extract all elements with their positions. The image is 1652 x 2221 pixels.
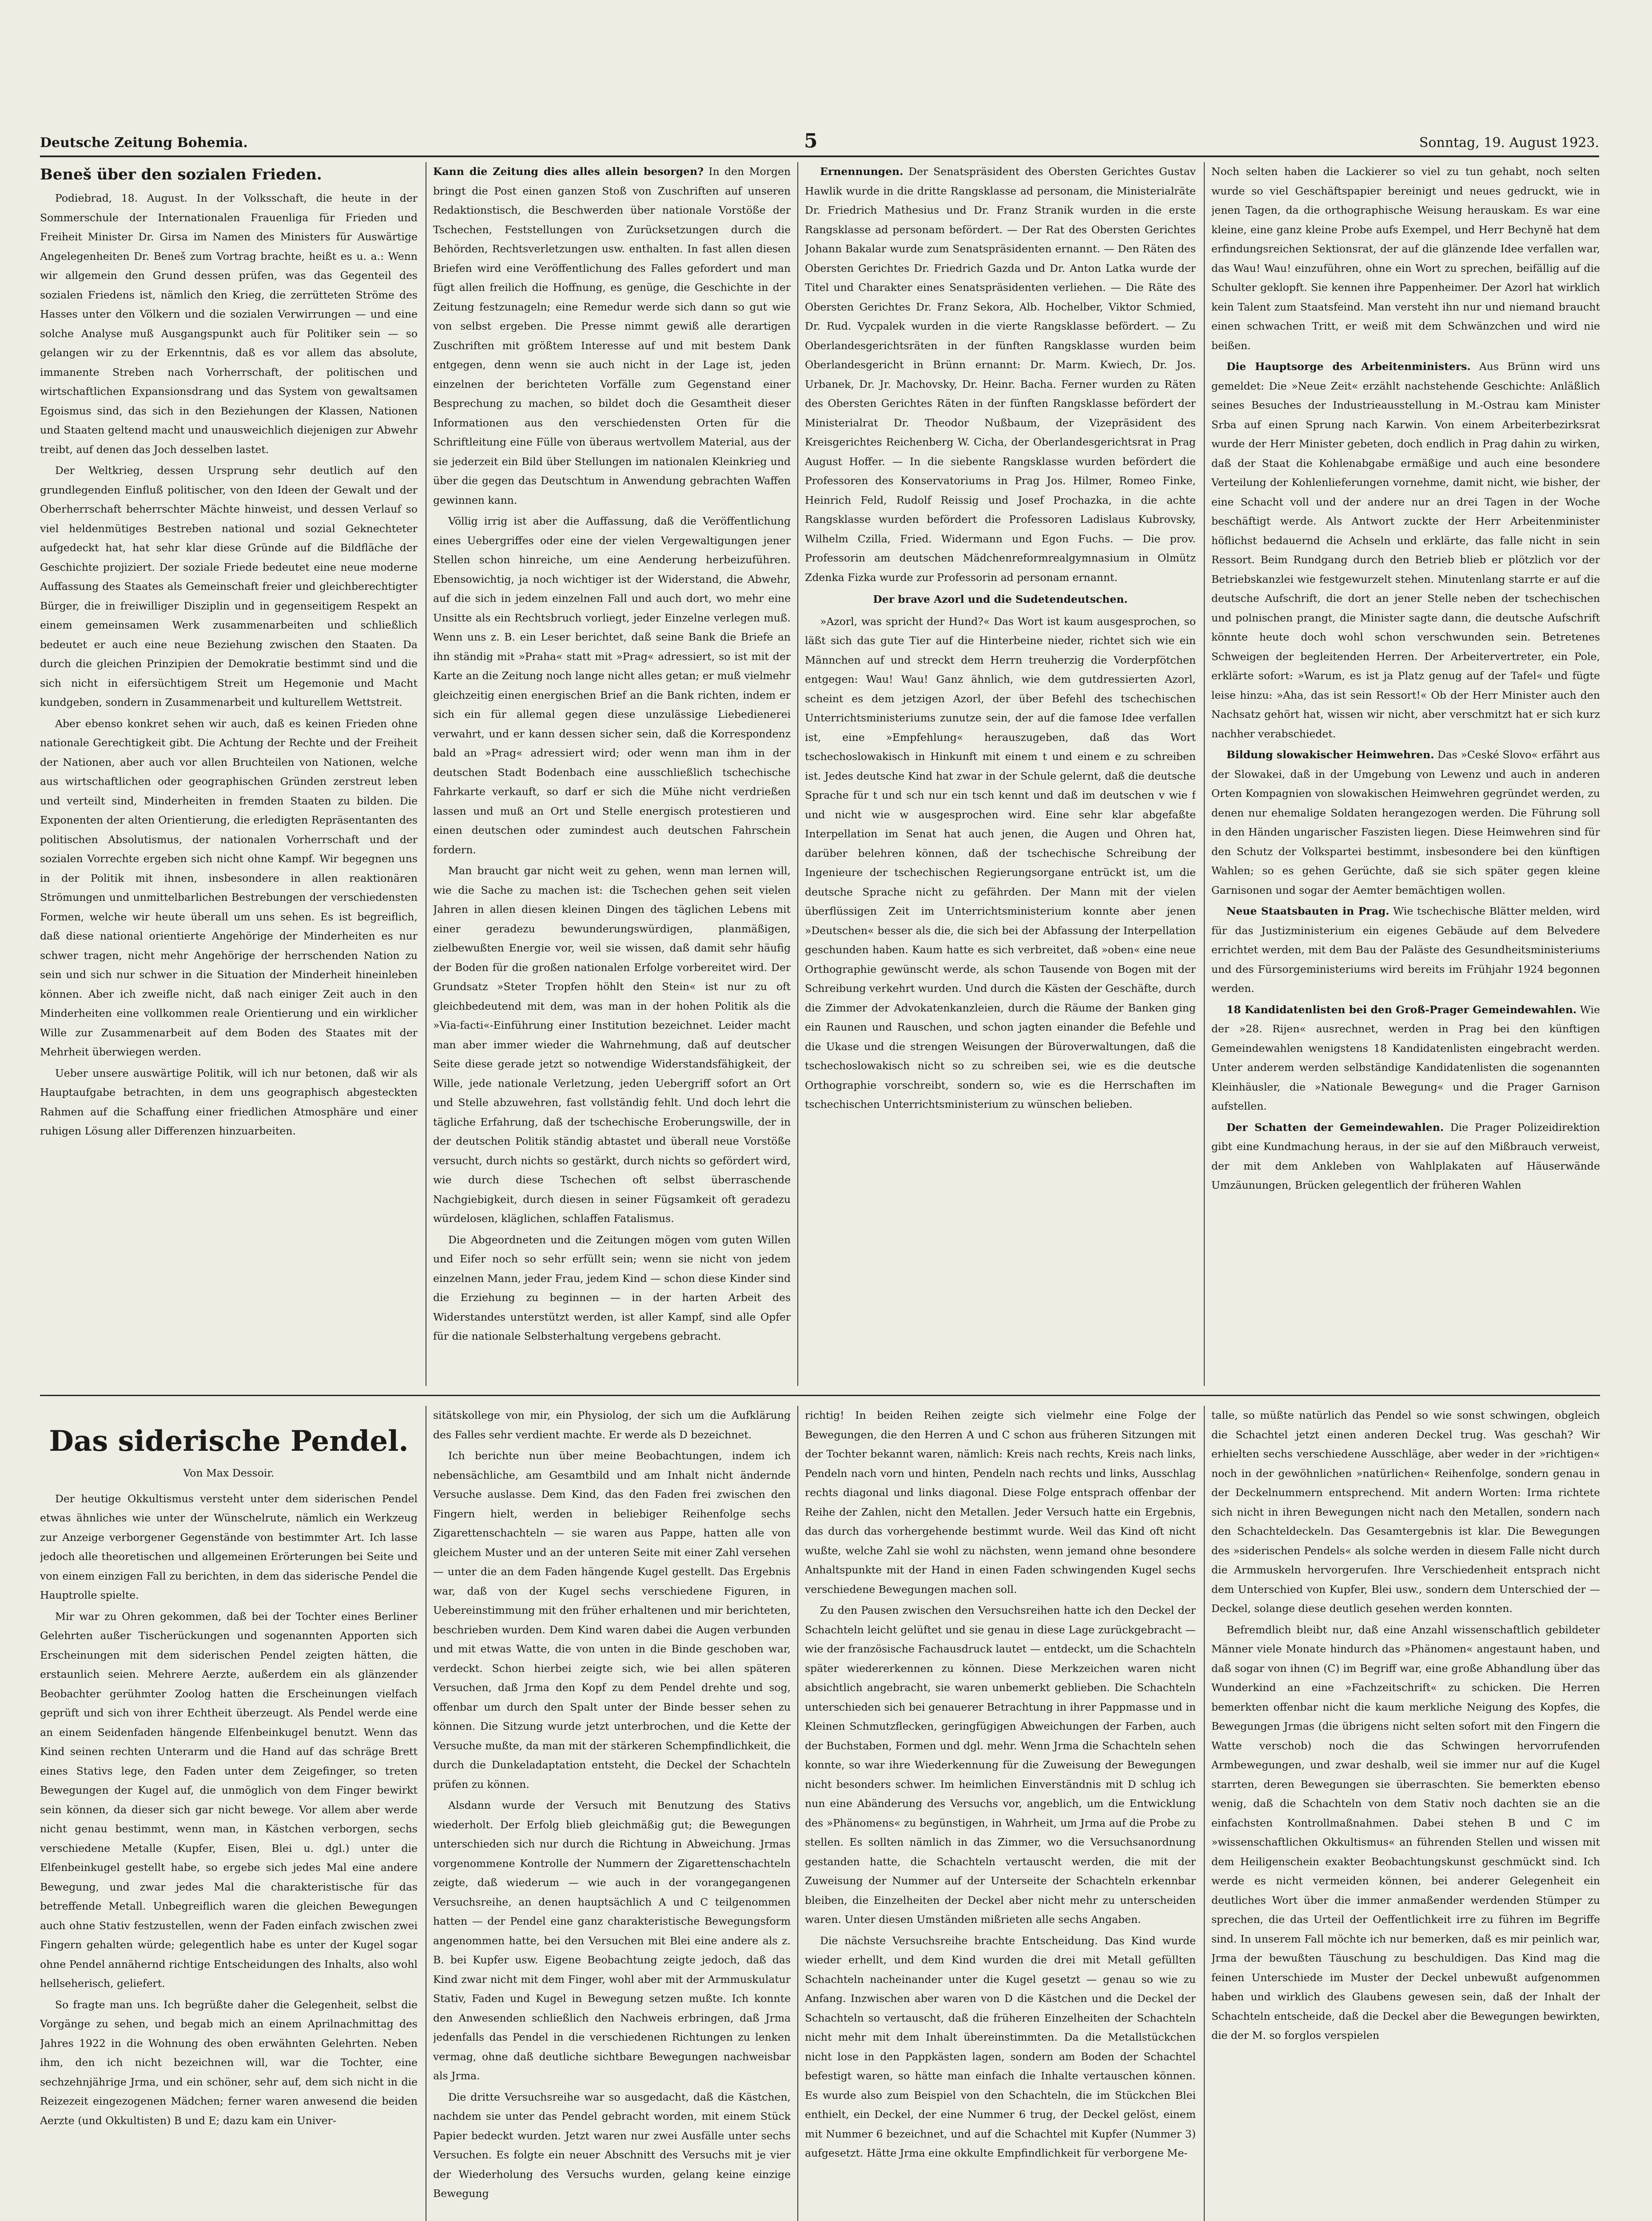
article-paragraph: Der heutige Okkultismus versteht unter dem siderischen Pendel etwas ähnliches wie unter der Wünschelrute, nämlich ein Werkzeug zur Anzeige verborgener Gegenstände von bestimmter Art. Ich lasse jedoch alle theoretischen und allgemeinen Erörterungen bei Seite und von einem einzigen Fall zu berichten, in dem das siderische Pendel die Hauptrolle spielte. xyxy=(40,1492,418,1601)
article-paragraph xyxy=(1211,745,1600,900)
section-divider xyxy=(40,1395,1600,1396)
article-text: In den Morgen bringt die Post einen ganzen Stoß von Zuschriften auf unseren Redaktionstisch, die Beschwerden über nationale Vorstöße der Tschechen, Feststellungen von Zurücksetzungen durch die Behörden, Rechtsverletzungen usw. enthalten. In fast allen diesen Briefen wird eine Veröffentlichung des Falles gefordert und man fügt allen freilich die Hoffnung, es genüge, die Geschichte in der Zeitung festzunageln; eine Remedur werde sich dann so gut wie von selbst ergeben. Die Presse nimmt gewiß alle derartigen Zuschriften mit größtem Interesse auf und mit bestem Dank entgegen, denn wenn sie auch nicht in der Lage ist, jeden einzelnen der berichteten Vorfälle zum Gegenstand einer Besprechung zu machen, so bildet doch die Gesamtheit dieser Informationen aus den verschiedensten Orten für die Schriftleitung eine Fülle von überaus wertvollem Material, aus der sie jederzeit ein Bild über Stellungen im nationalen Kleinkrieg und über die gegen das Deutschtum in Anwendung gebrachten Waffen gewinnen kann. xyxy=(433,165,791,506)
subhead-azorl: Der brave Azorl und die Sudetendeutschen. xyxy=(873,593,1128,605)
column-benes xyxy=(40,162,418,1386)
article-paragraph: Aber ebenso konkret sehen wir auch, daß es keinen Frieden ohne nationale Gerechtigkeit gibt. Die Achtung der Rechte und der Freiheit der Nationen, aber auch vor allen Bruchteilen von Nationen, welche aus wirtschaftlichen oder geographischen Gründen zerstreut leben und verteilt sind, Minderheiten in fremden Staaten zu bilden. Die Exponenten der alten Orientierung, die erledigten Repräsentanten des politischen Absolutismus, der nationalen Vorherrschaft und der sozialen Vorrechte ergeben sich nicht ohne Kampf. Wir begegnen uns in der Politik mit ihnen, insbesondere in allen reaktionären Strömungen und unmittelbarlichen Bestrebungen der verschiedensten Formen, welche wir heute überall um uns sehen. Es ist begreiflich, daß diese national orientierte Angehörige der Minderheiten es nur schwer tragen, nicht mehr Angehörige der herrschenden Nation zu sein und sich nur schwer in die Situation der Minderheit hineinleben können. Aber ich zweifle nicht, daß nach einiger Zeit auch in den Minderheiten eine vollkommen reale Orientierung und ein wirklicher Wille zur Zusammenarbeit auf dem Boden des Staates mit der Mehrheit überwiegen werden. xyxy=(40,717,418,1058)
article-paragraph: Ueber unsere auswärtige Politik, will ich nur betonen, daß wir als Hauptaufgabe betrachten, in dem uns geographisch abgesteckten Rahmen auf die Schaffung einer friedlichen Atmosphäre und einer ruhigen Lösung aller Differenzen hinzuarbeiten. xyxy=(40,1067,418,1137)
article-paragraph: Mir war zu Ohren gekommen, daß bei der Tochter eines Berliner Gelehrten außer Tischerückungen und sogenannten Apporten sich Erscheinungen mit dem siderischen Pendel zeigten hätten, die erstaunlich seien. Mehrere Aerzte, außerdem ein als glänzender Beobachter gerühmter Zoolog hatten die Erscheinungen vielfach geprüft und sich von ihrer Echtheit überzeugt. Als Pendel werde eine an einem Seidenfaden hängende Elfenbeinkugel benutzt. Wenn das Kind seinen rechten Unterarm und die Hand auf das schräge Brett eines Stativs lege, den Faden unter dem Zeigefinger, so treten Bewegungen der Kugel auf, die unmöglich von dem Finger bewirkt sein können, da dieser sich gar nicht bewege. Vor allem aber werde nicht genau bestimmt, wenn man, in Kästchen verborgen, sechs verschiedene Metalle (Kupfer, Eisen, Blei u. dgl.) unter die Elfenbeinkugel gestellt habe, so ergebe sich jedes Mal eine andere Bewegung, und zwar jedes Mal die charakteristische für das betreffende Metall. Unbegreiflich waren die gleichen Bewegungen auch ohne Stativ festzustellen, wenn der Faden einfach zwischen zwei Fingern gehalten würde; gelegentlich habe es unter der Kugel sogar ohne Pendel annähernd richtige Entscheidungen des Inhalts, also wohl hellseherisch, geliefert. xyxy=(40,1610,418,1990)
column-divider xyxy=(1204,1406,1205,2221)
column-divider xyxy=(1204,162,1205,1386)
feature-column-1 xyxy=(40,1406,418,2221)
feature-column-4 xyxy=(1211,1406,1600,2221)
column-politics xyxy=(1211,162,1600,1386)
subhead-ernennungen: Ernennungen. xyxy=(820,165,904,178)
article-paragraph: So fragte man uns. Ich begrüßte daher die Gelegenheit, selbst die Vorgänge zu sehen, und begab mich an einem Aprilnachmittag des Jahres 1922 in die Wohnung des oben erwähnten Gelehrten. Neben ihm, den ich nicht bezeichnen will, war die Tochter, eine sechzehnjährige Jrma, und ein schöner, sehr auf, dem sich nicht in die Reizezeit eingezogenen Mädchen; ferner waren anwesend die beiden Aerzte (und Okkultisten) B und E; dazu kam ein Univer- xyxy=(40,1998,418,2127)
article-paragraph: richtig! In beiden Reihen zeigte sich vielmehr eine Folge der Bewegungen, die den Herren A und C schon aus früheren Sitzungen mit der Tochter bekannt waren, nämlich: Kreis nach rechts, Kreis nach links, Pendeln nach vorn und hinten, Pendeln nach rechts und links, Ausschlag rechts diagonal und links diagonal. Diese Folge entsprach offenbar der Reihe der Zahlen, nicht den Metallen. Jeder Versuch hatte ein Ergebnis, das durch das vorhergehende bestimmt wurde. Weil das Kind oft nicht wußte, welche Zahl sie wohl zu nächsten, wenn jemand ohne besondere Anhaltspunkte mit der Hand in einen Faden schwingenden Kugel sechs verschiedene Bewegungen machen soll. xyxy=(805,1409,1196,1596)
article-paragraph: Der Weltkrieg, dessen Ursprung sehr deutlich auf den grundlegenden Einfluß politischer, von den Ideen der Gewalt und der Oberherrschaft beherrschter Mächte hinweist, und dessen Verlauf so viel heldenmütiges Bestreben national und sozial Geknechteter aufgedeckt hat, hat sehr klar diese Gründe auf die Bildfläche der Geschichte projiziert. Der soziale Friede bedeutet eine neue moderne Auffassung des Staates als Gemeinschaft freier und gleichberechtigter Bürger, die in freiwilliger Disziplin und in gegenseitigem Respekt an einem gemeinsamen Werk zusammenarbeiten und schließlich bedeutet er auch eine neue Beziehung zwischen den Staaten. Da durch die gleichen Prinzipien der Demokratie bestimmt sind und die sich nicht in eifersüchtigem Streit um Hegemonie und Macht kundgeben, sondern in Zusammenarbeit und kulturellem Wettstreit. xyxy=(40,464,418,708)
article-paragraph: »Azorl, was spricht der Hund?« Das Wort ist kaum ausgesprochen, so läßt sich das gute Tier auf die Hinterbeine nieder, richtet sich wie ein Männchen auf und streckt dem Herrn treuherzig die Vorderpfötchen entgegen: Wau! Wau! Ganz ähnlich, wie dem gutdressierten Azorl, scheint es dem jetzigen Azorl, der über Befehl des tschechischen Unterrichtsministeriums zunutze sein, der auf die famose Idee verfallen ist, eine »Empfehlung« herauszugeben, daß das Wort tschechoslowakisch in Hinkunft mit einem t und einem e zu schreiben ist. Jedes deutsche Kind hat zwar in der Schule gelernt, daß die deutsche Sprache für t und sch nur ein tsch kennt und daß im deutschen v wie f und nicht wie w ausgesprochen wird. Eine sehr klar abgefaßte Interpellation im Senat hat auch jenen, die Augen und Ohren hat, darüber belehren können, daß der tschechische Schreibung der Ingenieure der tschechischen Regierungsorgane entrückt ist, um die deutsche Sprache nicht zu gefährden. Der Mann mit der vielen überflüssigen Zeit im Unterrichtsministerium konnte aber jenen »Deutschen« besser als die, die sich bei der Abfassung der Interpellation geschunden haben. Kaum hatte es sich verbreitet, daß »oben« eine neue Orthographie gewünscht werde, als schon Tausende von Bogen mit der Schreibung verkehrt wurden. Und durch die Kästen der Geschäfte, durch die Zimmer der Advokatenkanzleien, durch die Räume der Banken ging ein Raunen und Rauschen, und schon jagten einander die Befehle und die Ukase und die strengen Weisungen der Büroverwaltungen, daß die tschechoslowakisch nicht so zu schreiben sei, wie es die deutsche Orthographie vorschreibt, sondern so, wie es die Herrschaften im tschechischen Unterrichtsministerium zu wünschen belieben. xyxy=(805,615,1196,1110)
article-paragraph xyxy=(1211,902,1600,999)
article-paragraph: Alsdann wurde der Versuch mit Benutzung des Stativs wiederholt. Der Erfolg blieb gleichmäßig gut; die Bewegungen unterschieden sich nur durch die Richtung in Abweichung. Jrmas vorgenommene Kontrolle der Nummern der Zigarettenschachteln zeigte, daß wiederum — wie auch in der vorangegangenen Versuchsreihe, an denen hauptsächlich A und C teilgenommen hatten — der Pendel eine ganz charakteristische Bewegungsform angenommen hatte, bei den Versuchen mit Blei eine andere als z. B. bei Kupfer usw. Eigene Beobachtung zeigte jedoch, daß das Kind zwar nicht mit dem Finger, wohl aber mit der Armmuskulatur Stativ, Faden und Kugel in Bewegung setzen mußte. Ich konnte den Anwesenden schließlich den Nachweis erbringen, daß Jrma jedenfalls das Pendel in die verschiedenen Richtungen zu lenken vermag, ohne daß deutliche sichtbare Bewegungen nachweisbar als Jrma. xyxy=(433,1799,791,2082)
lead-in: Kann die Zeitung dies alles allein besorgen? xyxy=(433,165,704,178)
article-paragraph: talle, so müßte natürlich das Pendel so wie sonst schwingen, obgleich die Schachtel jetzt einen anderen Deckel trug. Was geschah? Wir erhielten sechs verschiedene Ausschläge, aber weder in der »richtigen« noch in der gewöhnlichen »natürlichen« Reihenfolge, sondern genau in der Deckelnummern entsprechend. Mit andern Worten: Irma richtete sich nicht in ihren Bewegungen nicht nach den Metallen, sondern nach den Schachteldeckeln. Das Gesamtergebnis ist klar. Die Bewegungen des »siderischen Pendels« als solche werden in diesem Falle nicht durch die Armmuskeln hervorgerufen. Ihre Verschiedenheit entsprach nicht dem Unterschied von Kupfer, Blei usw., sondern dem Unterschied der — Deckel, solange diese deutlich gesehen werden konnten. xyxy=(1211,1409,1600,1615)
subhead-heimwehren: Bildung slowakischer Heimwehren. xyxy=(1226,748,1434,761)
column-zeitung xyxy=(433,162,791,1386)
article-paragraph: Die nächste Versuchsreihe brachte Entscheidung. Das Kind wurde wieder erhellt, und dem Kind wurden die drei mit Metall gefüllten Schachteln nacheinander unter die Kugel gesetzt — genau so wie zu Anfang. Inzwischen aber waren von D die Kästchen und die Deckel der Schachteln so vertauscht, daß die früheren Einzelheiten der Schachteln nicht mehr mit dem Inhalt übereinstimmten. Da die Metallstückchen nicht lose in den Pappkästen lagen, sondern am Boden der Schachtel befestigt waren, so hätte man einfach die Inhalte vertauschen können. Es wurde also zum Beispiel von den Schachteln, die im Stückchen Blei enthielt, ein Deckel, der eine Nummer 6 trug, der Deckel gelöst, einem mit Nummer 6 bezeichnet, und auf die Schachtel mit Kupfer (Nummer 3) aufgesetzt. Hätte Jrma eine okkulte Empfindlichkeit für verborgene Me- xyxy=(805,1934,1196,2159)
column-divider xyxy=(797,1406,798,2221)
issue-date: Sonntag, 19. August 1923. xyxy=(1419,135,1599,151)
feature-author: Von Max Dessoir. xyxy=(183,1467,275,1479)
article-paragraph xyxy=(1211,357,1600,744)
article-paragraph: Zu den Pausen zwischen den Versuchsreihen hatte ich den Deckel der Schachteln leicht gelüftet und sie genau in diese Lage zurückgebracht — wie der französische Fachausdruck lautet — entdeckt, um die Schachteln später wiedererkennen zu können. Diese Merkzeichen waren nicht absichtlich angebracht, sie waren unbemerkt geblieben. Die Schachteln unterschieden sich bei genauerer Betrachtung in ihrer Pappmasse und in Kleinen Schmutzflecken, geringfügigen Abweichungen der Farben, auch der Buchstaben, Formen und dgl. mehr. Wenn Jrma die Schachteln sehen konnte, so war ihre Wiederkennung für die Zuweisung der Bewegungen nicht besonders schwer. Im heimlichen Einverständnis mit D schlug ich nun eine Abänderung des Versuchs vor, angeblich, um die Entwicklung des »Phänomens« zu begünstigen, in Wahrheit, um Jrma auf die Probe zu stellen. Es sollten nämlich in das Zimmer, wo die Versuchsanordnung gestanden hatte, die Schachteln vertauscht werden, die mit der Zuweisung der Nummer auf der Unterseite der Schachteln erkennbar bleiben, die Einzelheiten der Deckel aber nicht mehr zu unterscheiden waren. Unter diesen Umständen mißrieten alle sechs Angaben. xyxy=(805,1604,1196,1926)
masthead xyxy=(40,130,1599,157)
article-paragraph: Befremdlich bleibt nur, daß eine Anzahl wissenschaftlich gebildeter Männer viele Monate hindurch das »Phänomen« angestaunt haben, und daß sogar von ihnen (C) im Begriff war, eine große Abhandlung über das Wunderkind an eine »Fachzeitschrift« zu schicken. Die Herren bemerkten offenbar nicht die kaum merkliche Neigung des Kopfes, die Bewegungen Jrmas (die übrigens nicht selten sofort mit den Fingern die Watte verschob) noch die das Schwingen hervorrufenden Armbewegungen, und zwar deshalb, weil sie immer nur auf die Kugel starrten, deren Bewegungen sie überraschten. Sie bemerkten ebenso wenig, daß die Schachteln von dem Stativ noch dachten sie an die einfachsten Kontrollmaßnahmen. Dabei stehen B und C im »wissenschaftlichen Okkultismus« an führenden Stellen und wissen mit dem Heiligenschein exakter Beobachtungskunst geschmückt sind. Ich werde es nicht vermeiden können, bei anderer Gelegenheit ein deutliches Wort über die immer anmaßender werdenden Stümper zu sprechen, die das Urteil der Oeffentlichkeit irre zu führen im Begriffe sind. In unserem Fall möchte ich nur bemerken, daß es mir peinlich war, Jrma der bewußten Täuschung zu beschuldigen. Das Kind mag die feinen Unterschiede im Muster der Deckel unbewußt aufgenommen haben und wirklich des Glaubens gewesen sein, daß der Inhalt der Schachteln entscheide, daß die Deckel aber die Bewegungen bewirkten, die der M. so forglos verspielen xyxy=(1211,1623,1600,2042)
article-paragraph: Man braucht gar nicht weit zu gehen, wenn man lernen will, wie die Sache zu machen ist: die Tschechen gehen seit vielen Jahren in allen diesen kleinen Dingen des täglichen Lebens mit einer geradezu bewunderungswürdigen, planmäßigen, zielbewußten Energie vor, weil sie wissen, daß damit sehr häufig der Boden für die großen nationalen Erfolge vorbereitet wird. Der Grundsatz »Steter Tropfen höhlt den Stein« ist nur zu oft gleichbedeutend mit dem, was man in der hohen Politik als die »Via-facti«-Einführung einer Institution bezeichnet. Leider macht man aber immer wieder die Wahrnehmung, daß auf deutscher Seite diese gerade jetzt so notwendige Widerstandsfähigkeit, der Wille, jede nationale Verletzung, jeden Uebergriff sofort an Ort und Stelle abzuwehren, fast vollständig fehlt. Und doch lehrt die tägliche Erfahrung, daß der tschechische Eroberungswille, der in der deutschen Politik ständig abtastet und überall neue Vorstöße versucht, durch nichts so gestärkt, durch nichts so gefördert wird, wie durch diese Tschechen oft selbst überraschende Nachgiebigkeit, durch diesen in seiner Fügsamkeit oft geradezu würdelosen, kläglichen, schlaffen Fatalismus. xyxy=(433,864,791,1225)
column-news xyxy=(805,162,1196,1386)
page-number: 5 xyxy=(804,130,818,152)
article-paragraph xyxy=(805,162,1196,587)
article-paragraph: Die Abgeordneten und die Zeitungen mögen vom guten Willen und Eifer noch so sehr erfüllt sein; wenn sie nicht von jedem einzelnen Mann, jeder Frau, jedem Kind — schon diese Kinder sind die Erziehung zu beginnen — in der harten Arbeit des Widerstandes unterstützt werden, ist aller Kampf, sind alle Opfer für die nationale Selbsterhaltung vergebens gebracht. xyxy=(433,1233,791,1342)
article-paragraph: Die dritte Versuchsreihe war so ausgedacht, daß die Kästchen, nachdem sie unter das Pendel gebracht worden, mit einem Stück Papier bedeckt wurden. Jetzt waren nur zwei Ausfälle unter sechs Versuchen. Es folgte ein neuer Abschnitt des Versuchs mit je vier der Wiederholung des Versuchs wurden, gelang keine einzige Bewegung xyxy=(433,2090,791,2200)
article-text: Der Senatspräsident des Obersten Gerichtes Gustav Hawlik wurde in die dritte Rangsklasse ad personam, die Ministerialräte Dr. Friedrich Mathesius und Dr. Franz Stranik wurden in die erste Rangsklasse ad personam befördert. — Der Rat des Obersten Gerichtes Johann Bakalar wurde zum Senatspräsidenten ernannt. — Den Räten des Obersten Gerichtes Dr. Friedrich Gazda und Dr. Anton Latka wurde der Titel und Charakter eines Senatspräsidenten verliehen. — Die Räte des Obersten Gerichtes Dr. Franz Sekora, Alb. Hochelber, Viktor Schmied, Dr. Rud. Vycpalek wurden in die vierte Rangsklasse befördert. — Zu Oberlandesgerichtsräten in der fünften Rangsklasse wurden beim Oberlandesgericht in Brünn ernannt: Dr. Marm. Kwiech, Dr. Jos. Urbanek, Dr. Jr. Machovsky, Dr. Heinr. Bacha. Ferner wurden zu Räten des Obersten Gerichtes Räten in der fünften Rangsklasse befördert der Ministerialrat Dr. Theodor Nußbaum, der Vizepräsident des Kreisgerichtes Reichenberg W. Cicha, der Oberlandesgerichtsrat in Prag August Hoffer. — In die siebente Rangsklasse wurden befördert die Professoren des Konservatoriums in Prag Jos. Hilmer, Romeo Finke, Heinrich Feld, Rudolf Reissig und Josef Prochazka, in die achte Rangsklasse wurden befördert die Professoren Ladislaus Kubrovsky, Wilhelm Czilla, Fried. Widermann und Egon Fuchs. — Die prov. Professorin am deutschen Mädchenreformrealgymnasium in Olmütz Zdenka Fizka wurde zur Professorin ad personam ernannt. xyxy=(805,165,1196,584)
subhead-arbeitenminister: Die Hauptsorge des Arbeitenministers. xyxy=(1226,360,1471,373)
article-paragraph xyxy=(1211,1118,1600,1195)
subhead-gemeindewahlen: Der Schatten der Gemeindewahlen. xyxy=(1226,1121,1444,1134)
column-divider xyxy=(797,162,798,1386)
feature-title: Das siderische Pendel. xyxy=(49,1425,409,1458)
article-text: Das »Ceské Slovo« erfährt aus der Slowakei, daß in der Umgebung von Lewenz und auch in anderen Orten Kompagnien von slowakischen Heimwehren gegründet werden, zu denen nur ehemalige Soldaten herangezogen werden. Die Führung soll in den Händen ungarischer Faszisten liegen. Diese Heimwehren sind für den Schutz der Volkspartei bestimmt, insbesondere bei den künftigen Wahlen; so es gehen Gerüchte, daß sie sich später gegen kleine Garnisonen und sogar der Aemter bemächtigen wollen. xyxy=(1211,748,1600,896)
headline-benes: Beneš über den sozialen Frieden. xyxy=(40,166,322,183)
article-paragraph: Ich berichte nun über meine Beobachtungen, indem ich nebensächliche, am Gesamtbild und am Inhalt nicht ändernde Versuche auslasse. Dem Kind, das den Faden frei zwischen den Fingern hielt, werden in beliebiger Reihenfolge sechs Zigarettenschachteln — sie waren aus Pappe, hatten alle von gleichem Muster und an der unteren Seite mit einer Zahl versehen — unter die an dem Faden hängende Kugel gestellt. Das Ergebnis war, daß von der Kugel sechs verschiedene Figuren, in Uebereinstimmung mit den früher erhaltenen und mir berichteten, beschrieben wurden. Dem Kind waren dabei die Augen verbunden und mit etwas Watte, die von unten in die Binde geschoben war, verdeckt. Schon hierbei zeigte sich, wie bei allen späteren Versuchen, daß Jrma den Kopf zu dem Pendel drehte und sog, offenbar um durch den Spalt unter der Binde besser sehen zu können. Die Sitzung wurde jetzt unterbrochen, und die Kette der Versuche mußte, da man mit der stärkeren Schempfindlichkeit, die durch die Dunkeladaptation entsteht, die Deckel der Schachteln prüfen zu können. xyxy=(433,1449,791,1791)
feature-column-2 xyxy=(433,1406,791,2221)
article-paragraph: sitätskollege von mir, ein Physiolog, der sich um die Aufklärung des Falles sehr verdient machte. Er werde als D bezeichnet. xyxy=(433,1409,791,1441)
article-text: Aus Brünn wird uns gemeldet: Die »Neue Zeit« erzählt nachstehende Geschichte: Anläßlich seines Besuches der Industrieausstellung in M.-Ostrau kam Minister Srba auf einen Sprung nach Karwin. Von einem Arbeiterbezirksrat wurde der Herr Minister gebeten, doch endlich in Prag dahin zu wirken, daß der Staat die Kohlenabgabe ermäßige und auch eine besondere Verteilung der Kohlenlieferungen vornehme, damit nicht, wie bisher, der eine Schacht voll und der andere nur an drei Tagen in der Woche beschäftigt werde. Als Antwort zuckte der Herr Arbeitenminister höflichst bedauernd die Achseln und erklärte, das falle nicht in sein Ressort. Beim Rundgang durch den Betrieb blieb er plötzlich vor der Betriebskanzlei wie festgewurzelt stehen. Minutenlang starrte er auf die deutsche Aufschrift, die dort an jener Stelle neben der tschechischen und polnischen prangt, die Minister sagte dann, die deutsche Aufschrift könnte heute doch wohl schon verschwunden sein. Betretenes Schweigen der begleitenden Herren. Der Arbeitervertreter, ein Pole, erklärte sofort: »Warum, es ist ja Platz genug auf der Tafel« und fügte leise hinzu: »Aha, das ist sein Ressort!« Ob der Herr Minister auch den Nachsatz gehört hat, wissen wir nicht, aber verschmitzt hat er sich kurz nachher verabschiedet. xyxy=(1211,360,1600,740)
paper-name: Deutsche Zeitung Bohemia. xyxy=(40,135,248,151)
article-text: Die Prager Polizeidirektion gibt eine Kundmachung heraus, in der sie auf den Mißbrauch verweist, der mit dem Ankleben von Wahlplakaten auf Häuserwände Umzäunungen, Brücken gelegentlich der früheren Wahlen xyxy=(1211,1121,1600,1191)
feature-column-3 xyxy=(805,1406,1196,2221)
article-paragraph: Völlig irrig ist aber die Auffassung, daß die Veröffentlichung eines Uebergriffes oder eine der vielen Vergewaltigungen jener Stellen schon hinreiche, um eine Aenderung herbeizuführen. Ebensowichtig, ja noch wichtiger ist der Widerstand, die Abwehr, auf die sich in jedem einzelnen Fall und auch dort, wo mehr eine Unsitte als ein Rechtsbruch vorliegt, jeder Einzelne verlegen muß. Wenn uns z. B. ein Leser berichtet, daß seine Bank die Briefe an ihn ständig mit »Praha« statt mit »Prag« adressiert, so ist mit der Karte an die Zeitung noch lange nicht alles getan; er muß vielmehr gleichzeitig einen energischen Brief an die Bank richten, indem er sich ein für allemal gegen diese unzulässige Liebedienerei verwahrt, und er kann dessen sicher sein, daß die Korrespondenz bald an »Prag« adressiert wird; oder wenn man ihm in der deutschen Stadt Bodenbach eine ausschließlich tschechische Fahrkarte verkauft, so darf er sich die Mühe nicht verdrießen lassen und muß an Ort und Stelle energisch protestieren und einen deutschen oder zumindest auch deutschen Fahrschein fordern. xyxy=(433,515,791,856)
article-text: Wie der »28. Rijen« ausrechnet, werden in Prag bei den künftigen Gemeindewahlen wenigstens 18 Kandidatenlisten eingebracht werden. Unter anderem werden selbständige Kandidatenlisten die sogenannten Kleinhäusler, die »Nationale Bewegung« und die Prager Garnison aufstellen. xyxy=(1211,1003,1600,1112)
article-paragraph: Noch selten haben die Lackierer so viel zu tun gehabt, noch selten wurde so viel Geschäftspapier bereinigt und neues gedruckt, wie in jenen Tagen, da die orthographische Weisung herauskam. Es war eine kleine, eine ganz kleine Probe aufs Exempel, und Herr Bechyně hat dem erfindungsreichen Sektionsrat, der auf die glänzende Idee verfallen war, das Wau! Wau! einzuführen, ohne ein Wort zu sprechen, beifällig auf die Schulter geklopft. Sie kennen ihre Pappenheimer. Der Azorl hat wirklich kein Talent zum Staatsfeind. Man versteht ihn nur und niemand braucht einen schwachen Tritt, er weiß mit dem Schwänzchen und wird nie beißen. xyxy=(1211,165,1600,352)
subhead-staatsbauten: Neue Staatsbauten in Prag. xyxy=(1226,905,1389,917)
article-text: Wie tschechische Blätter melden, wird für das Justizministerium ein eigenes Gebäude auf dem Belvedere errichtet werden, mit dem Bau der Paläste des Gesundheitsministeriums und des Fürsorgeministeriums wird bereits im Frühjahr 1924 begonnen werden. xyxy=(1211,905,1600,995)
article-paragraph xyxy=(433,162,791,510)
article-paragraph: Podiebrad, 18. August. In der Volksschaft, die heute in der Sommerschule der Internationalen Frauenliga für Frieden und Freiheit Minister Dr. Girsa im Namen des Ministers für Auswärtige Angelegenheiten Dr. Beneš zum Vortrag brachte, heißt es u. a.: Wenn wir allgemein den Grund dessen prüfen, was das Gegenteil des sozialen Friedens ist, nämlich den Krieg, die zerrütteten Ströme des Hasses unter den Völkern und die sozialen Verwirrungen — und eine solche Analyse muß Ausgangspunkt auch für Politiker sein — so gelangen wir zu der Erkenntnis, daß es vor allem das absolute, immanente Streben nach Vorherrschaft, der politischen und wirtschaftlichen Expansionsdrang und das System von gewaltsamen Egoismus sind, das sich in den Beziehungen der Klassen, Nationen und Staaten geltend macht und unausweichlich diejenigen zur Abwehr treibt, auf denen das Joch desselben lastet. xyxy=(40,192,418,456)
article-paragraph xyxy=(1211,1000,1600,1116)
subhead-kandidatenlisten: 18 Kandidatenlisten bei den Groß-Prager Gemeindewahlen. xyxy=(1226,1003,1577,1016)
